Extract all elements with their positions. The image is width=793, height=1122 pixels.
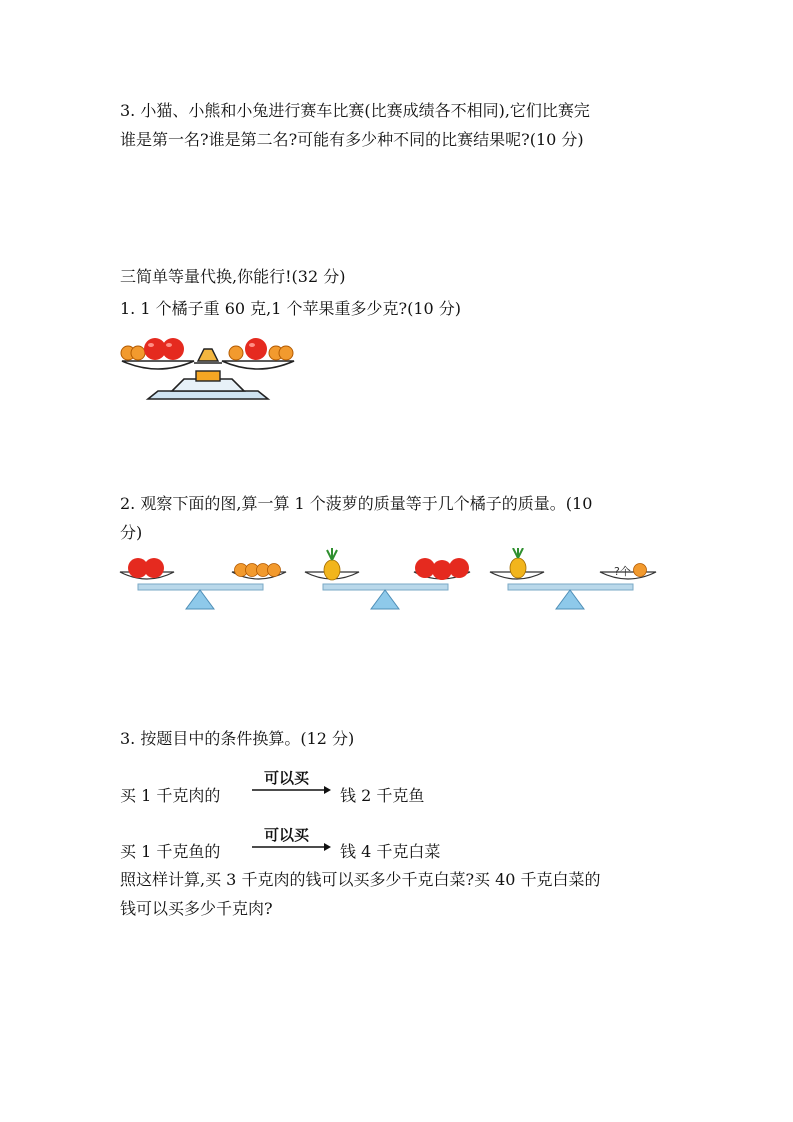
arrow-label-1: 可以买 [264,769,310,787]
problem-3-title: 3. 按题目中的条件换算。(12 分) [120,729,355,748]
arrow-icon [252,841,332,853]
seesaw-icon [305,548,470,609]
q3-line-2: 谁是第一名?谁是第二名?可能有多少种不同的比赛结果呢?(10 分) [120,130,584,149]
section-heading: 三简单等量代换,你能行!(32 分) [120,267,346,286]
row-2-right: 钱 4 千克白菜 [340,842,441,861]
arrow-label-2: 可以买 [264,826,310,844]
row-1-left: 买 1 千克肉的 [120,786,221,805]
row-1-right: 钱 2 千克鱼 [340,786,425,805]
seesaw-icon [120,558,286,609]
apple-icon [415,558,469,580]
pineapple-icon [510,548,526,578]
problem-1-text: 1. 1 个橘子重 60 克,1 个苹果重多少克?(10 分) [120,299,462,318]
orange-icon [121,346,145,360]
problem-2-line-1: 2. 观察下面的图,算一算 1 个菠萝的质量等于几个橘子的质量。(10 [120,494,593,513]
pineapple-icon [324,548,340,580]
row-2-left: 买 1 千克鱼的 [120,842,221,861]
seesaw-icon [490,548,656,609]
problem-2-line-2: 分) [120,523,143,542]
apple-icon [245,338,267,360]
problem-3-question-line-2: 钱可以买多少千克肉? [120,899,273,918]
balance-scale-icon [118,333,298,401]
orange-icon [634,564,647,577]
seesaw-figures [118,548,673,612]
apple-icon [144,338,184,360]
unknown-mark-icon [614,565,631,578]
arrow-icon [252,784,332,796]
q3-line-1: 3. 小猫、小熊和小兔进行赛车比赛(比赛成绩各不相同),它们比赛完 [120,101,590,120]
problem-3-question-line-1: 照这样计算,买 3 千克肉的钱可以买多少千克白菜?买 40 千克白菜的 [120,870,601,889]
svg-text:?个: ?个 [614,565,631,578]
